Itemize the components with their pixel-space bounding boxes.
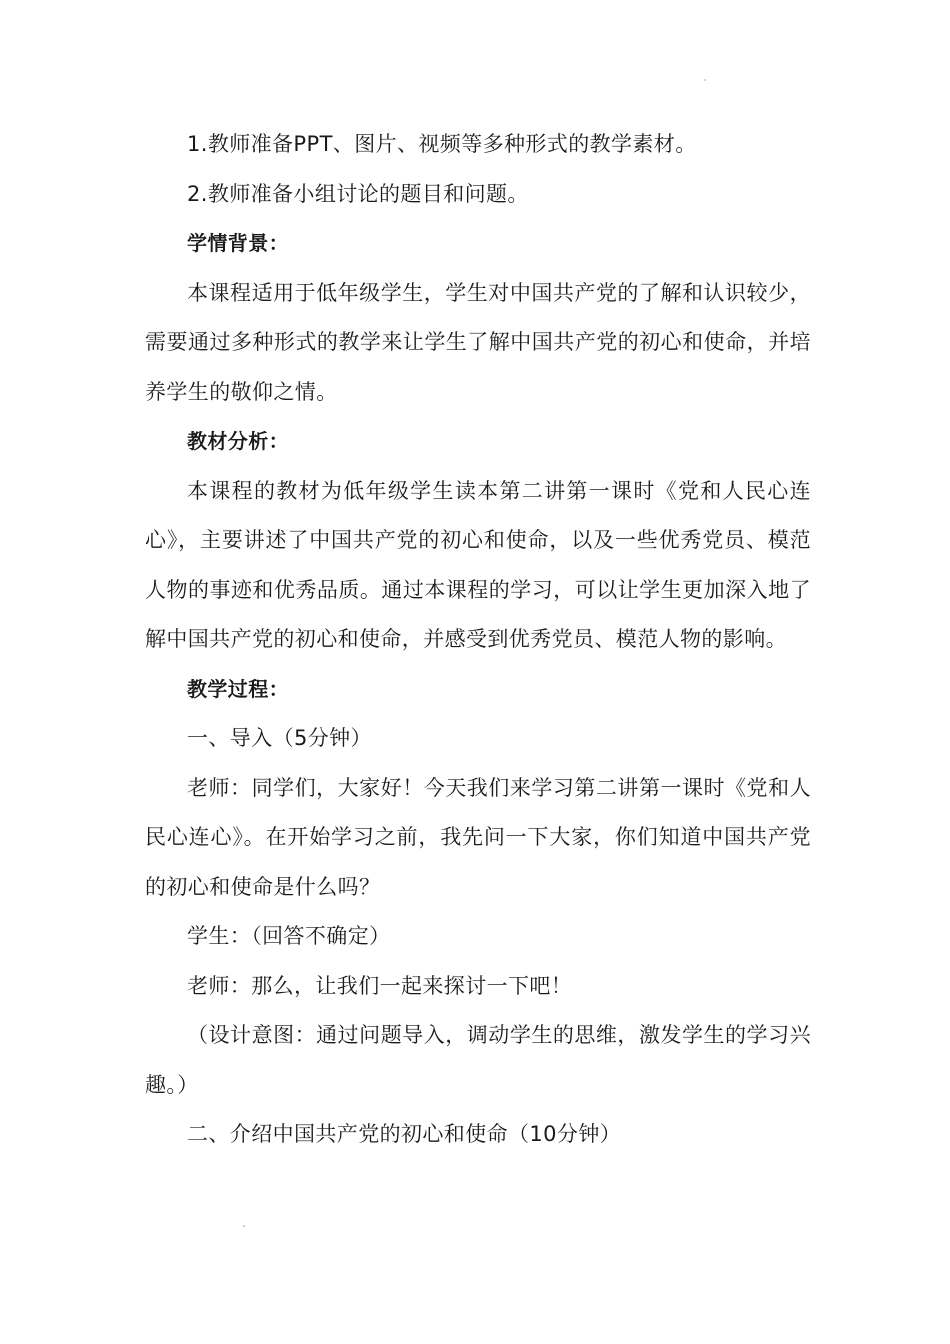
page-mark-bottom bbox=[243, 1225, 245, 1227]
section-heading-student-background: 学情背景： bbox=[187, 231, 289, 255]
document-body bbox=[145, 120, 811, 1160]
section-heading-teaching-process: 教学过程： bbox=[187, 676, 289, 701]
step-1-title: 一、导入（5分钟） bbox=[187, 726, 372, 750]
student-background-text: 本课程适用于低年级学生，学生对中国共产党的了解和认识较少，需要通过多种形式的教学来让学生了解中国共产党的初心和使命，并培养学生的敬仰之情。 bbox=[145, 280, 811, 404]
material-analysis-text: 本课程的教材为低年级学生读本第二讲第一课时《党和人民心连心》，主要讲述了中国共产党的初心和使命，以及一些优秀党员、模范人物的事迹和优秀品质。通过本课程的学习，可以让学生更加深入地了解中国共产党的初心和使命，并感受到优秀党员、模范人物的影响。 bbox=[145, 478, 811, 651]
page-mark-top bbox=[704, 79, 706, 81]
teacher-line-1: 老师：同学们，大家好！今天我们来学习第二讲第一课时《党和人民心连心》。在开始学习之前，我先问一下大家，你们知道中国共产党的初心和使命是什么吗？ bbox=[145, 775, 811, 899]
prep-item-1: 1.教师准备PPT、图片、视频等多种形式的教学素材。 bbox=[187, 132, 697, 156]
student-line-1: 学生：（回答不确定） bbox=[187, 924, 391, 948]
design-intent-1: （设计意图：通过问题导入，调动学生的思维，激发学生的学习兴趣。） bbox=[145, 1023, 811, 1097]
prep-item-2: 2.教师准备小组讨论的题目和问题。 bbox=[187, 181, 529, 206]
section-heading-material-analysis: 教材分析： bbox=[187, 429, 289, 453]
step-2-title: 二、介绍中国共产党的初心和使命（10分钟） bbox=[187, 1122, 622, 1146]
teacher-line-2: 老师：那么，让我们一起来探讨一下吧！ bbox=[187, 973, 573, 998]
